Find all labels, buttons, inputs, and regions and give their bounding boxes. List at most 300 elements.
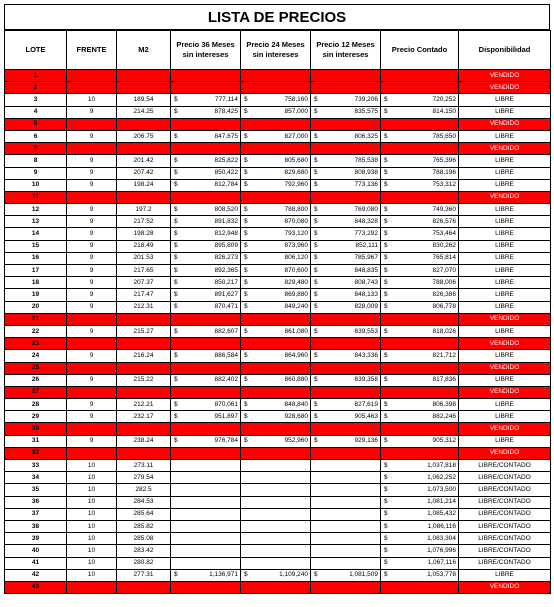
cell-precio-36 <box>171 399 241 411</box>
cell-disponibilidad: LIBRE/CONTADO <box>459 472 551 484</box>
cell-precio-24 <box>241 508 311 520</box>
table-row <box>5 460 551 472</box>
col-header-frente: FRENTE <box>67 31 117 70</box>
cell-precio-36-value: 850,217 <box>214 278 238 286</box>
cell-disponibilidad: LIBRE <box>459 569 551 581</box>
cell-precio-36-value: 777,114 <box>214 95 238 103</box>
table-row <box>5 472 551 484</box>
currency-symbol: $ <box>244 351 248 359</box>
cell-precio-contado <box>381 179 459 191</box>
cell-precio-24 <box>241 460 311 472</box>
cell-precio-36-value: 1,136,971 <box>209 571 238 579</box>
currency-symbol: $ <box>384 473 388 481</box>
cell-precio-12 <box>311 423 381 435</box>
cell-m2: 215.27 <box>117 325 171 337</box>
cell-precio-36-value: 812,948 <box>214 230 238 238</box>
currency-symbol: $ <box>314 351 318 359</box>
status-badge-vendido: VENDIDO <box>459 118 551 130</box>
cell-precio-contado <box>381 472 459 484</box>
cell-precio-24 <box>241 581 311 593</box>
cell-precio-12 <box>311 374 381 386</box>
cell-precio-24-value: 870,080 <box>284 217 308 225</box>
currency-symbol: $ <box>244 400 248 408</box>
cell-lote: 3 <box>5 94 67 106</box>
cell-precio-24 <box>241 533 311 545</box>
cell-m2: 273.11 <box>117 460 171 472</box>
cell-precio-24-value: 861,080 <box>284 327 308 335</box>
cell-precio-36 <box>171 508 241 520</box>
cell-lote: 22 <box>5 325 67 337</box>
currency-symbol: $ <box>314 108 318 116</box>
cell-precio-12 <box>311 581 381 593</box>
cell-precio-contado <box>381 447 459 459</box>
cell-lote: 15 <box>5 240 67 252</box>
currency-symbol: $ <box>384 327 388 335</box>
cell-lote: 6 <box>5 130 67 142</box>
currency-symbol: $ <box>174 254 178 262</box>
cell-precio-36 <box>171 362 241 374</box>
currency-symbol: $ <box>314 156 318 164</box>
cell-precio-36-value: 951,897 <box>214 412 238 420</box>
cell-precio-24-value: 793,120 <box>284 230 308 238</box>
cell-m2 <box>117 143 171 155</box>
currency-symbol: $ <box>384 108 388 116</box>
currency-symbol: $ <box>384 571 388 579</box>
cell-disponibilidad: LIBRE/CONTADO <box>459 508 551 520</box>
cell-disponibilidad: LIBRE <box>459 240 551 252</box>
cell-precio-36 <box>171 325 241 337</box>
currency-symbol: $ <box>244 278 248 286</box>
status-badge-vendido: VENDIDO <box>459 423 551 435</box>
currency-symbol: $ <box>314 278 318 286</box>
cell-precio-24 <box>241 545 311 557</box>
cell-lote: 33 <box>5 460 67 472</box>
cell-precio-36 <box>171 520 241 532</box>
cell-frente: 9 <box>67 204 117 216</box>
cell-precio-12-value: 848,133 <box>354 290 378 298</box>
currency-symbol: $ <box>174 230 178 238</box>
cell-frente: 9 <box>67 301 117 313</box>
cell-precio-12-value: 785,538 <box>354 156 378 164</box>
cell-frente: 9 <box>67 411 117 423</box>
cell-precio-12-value: 739,206 <box>354 95 378 103</box>
cell-precio-contado <box>381 277 459 289</box>
cell-lote: 34 <box>5 472 67 484</box>
cell-frente <box>67 82 117 94</box>
table-row <box>5 447 551 459</box>
cell-lote: 24 <box>5 350 67 362</box>
cell-lote: 38 <box>5 520 67 532</box>
cell-lote: 43 <box>5 581 67 593</box>
cell-precio-36-value: 870,061 <box>214 400 238 408</box>
cell-precio-36 <box>171 228 241 240</box>
cell-precio-36 <box>171 581 241 593</box>
cell-precio-12 <box>311 520 381 532</box>
cell-precio-36-value: 826,273 <box>214 254 238 262</box>
table-row <box>5 411 551 423</box>
cell-frente: 9 <box>67 325 117 337</box>
cell-precio-12 <box>311 228 381 240</box>
cell-precio-contado <box>381 362 459 374</box>
cell-disponibilidad: LIBRE/CONTADO <box>459 533 551 545</box>
cell-m2 <box>117 338 171 350</box>
cell-frente: 10 <box>67 94 117 106</box>
cell-precio-12 <box>311 289 381 301</box>
table-row <box>5 423 551 435</box>
price-list-sheet <box>4 4 550 594</box>
table-row <box>5 167 551 179</box>
cell-frente <box>67 581 117 593</box>
col-header-precio-contado: Precio Contado <box>381 31 459 70</box>
currency-symbol: $ <box>384 95 388 103</box>
cell-m2: 285.64 <box>117 508 171 520</box>
cell-precio-36 <box>171 545 241 557</box>
cell-m2: 212.21 <box>117 399 171 411</box>
cell-m2: 201.42 <box>117 155 171 167</box>
cell-m2: 277.31 <box>117 569 171 581</box>
cell-precio-contado-value: 1,037,818 <box>427 461 456 469</box>
cell-precio-24 <box>241 423 311 435</box>
cell-lote: 5 <box>5 118 67 130</box>
cell-disponibilidad: LIBRE <box>459 374 551 386</box>
status-badge-vendido: VENDIDO <box>459 362 551 374</box>
cell-precio-24 <box>241 362 311 374</box>
table-row <box>5 520 551 532</box>
cell-frente: 9 <box>67 435 117 447</box>
cell-frente <box>67 338 117 350</box>
cell-precio-24-value: 792,960 <box>284 181 308 189</box>
cell-precio-36 <box>171 338 241 350</box>
cell-precio-24 <box>241 374 311 386</box>
cell-precio-12 <box>311 435 381 447</box>
cell-precio-12 <box>311 325 381 337</box>
status-badge-vendido: VENDIDO <box>459 313 551 325</box>
cell-precio-24 <box>241 557 311 569</box>
cell-precio-12 <box>311 508 381 520</box>
cell-precio-12 <box>311 277 381 289</box>
table-row <box>5 386 551 398</box>
cell-precio-contado <box>381 240 459 252</box>
cell-frente: 9 <box>67 167 117 179</box>
cell-precio-36-value: 891,627 <box>214 290 238 298</box>
currency-symbol: $ <box>244 181 248 189</box>
currency-symbol: $ <box>384 290 388 298</box>
cell-m2 <box>117 118 171 130</box>
status-badge-vendido: VENDIDO <box>459 447 551 459</box>
table-row <box>5 545 551 557</box>
currency-symbol: $ <box>314 95 318 103</box>
cell-precio-contado <box>381 325 459 337</box>
currency-symbol: $ <box>384 230 388 238</box>
currency-symbol: $ <box>384 205 388 213</box>
cell-precio-36 <box>171 118 241 130</box>
cell-m2 <box>117 386 171 398</box>
currency-symbol: $ <box>244 327 248 335</box>
cell-precio-24-value: 870,600 <box>284 266 308 274</box>
cell-precio-12 <box>311 411 381 423</box>
cell-frente: 9 <box>67 277 117 289</box>
cell-precio-36-value: 891,832 <box>214 217 238 225</box>
cell-lote: 10 <box>5 179 67 191</box>
cell-disponibilidad: LIBRE <box>459 167 551 179</box>
cell-precio-contado-value: 830,262 <box>432 242 456 250</box>
cell-precio-contado-value: 818,026 <box>432 327 456 335</box>
cell-lote: 27 <box>5 386 67 398</box>
cell-frente <box>67 386 117 398</box>
currency-symbol: $ <box>244 303 248 311</box>
status-badge-vendido: VENDIDO <box>459 581 551 593</box>
cell-precio-36-value: 886,584 <box>214 351 238 359</box>
cell-m2 <box>117 581 171 593</box>
cell-disponibilidad: LIBRE/CONTADO <box>459 545 551 557</box>
cell-m2 <box>117 82 171 94</box>
cell-precio-36 <box>171 94 241 106</box>
cell-precio-12 <box>311 496 381 508</box>
cell-m2: 217.65 <box>117 265 171 277</box>
cell-precio-contado-value: 749,360 <box>432 205 456 213</box>
cell-precio-36-value: 870,471 <box>214 303 238 311</box>
currency-symbol: $ <box>314 242 318 250</box>
cell-m2: 279.54 <box>117 472 171 484</box>
cell-precio-24 <box>241 386 311 398</box>
cell-precio-contado-value: 1,076,996 <box>427 546 456 554</box>
cell-precio-contado-value: 753,312 <box>432 181 456 189</box>
currency-symbol: $ <box>174 156 178 164</box>
cell-precio-36 <box>171 130 241 142</box>
cell-precio-36 <box>171 179 241 191</box>
cell-precio-12 <box>311 350 381 362</box>
currency-symbol: $ <box>384 534 388 542</box>
table-row <box>5 399 551 411</box>
cell-lote: 23 <box>5 338 67 350</box>
cell-m2: 198.28 <box>117 228 171 240</box>
currency-symbol: $ <box>244 290 248 298</box>
currency-symbol: $ <box>174 217 178 225</box>
cell-precio-contado-value: 814,150 <box>432 108 456 116</box>
cell-m2: 282.5 <box>117 484 171 496</box>
table-row <box>5 130 551 142</box>
cell-disponibilidad: LIBRE <box>459 130 551 142</box>
cell-lote: 41 <box>5 557 67 569</box>
cell-m2: 217.47 <box>117 289 171 301</box>
cell-frente: 10 <box>67 508 117 520</box>
currency-symbol: $ <box>384 181 388 189</box>
cell-precio-24-value: 829,680 <box>284 169 308 177</box>
cell-frente <box>67 362 117 374</box>
currency-symbol: $ <box>314 181 318 189</box>
table-row <box>5 70 551 82</box>
table-row <box>5 216 551 228</box>
cell-precio-36-value: 850,422 <box>214 169 238 177</box>
cell-disponibilidad: LIBRE <box>459 399 551 411</box>
cell-frente: 9 <box>67 252 117 264</box>
cell-precio-12 <box>311 265 381 277</box>
cell-precio-12 <box>311 143 381 155</box>
table-row <box>5 82 551 94</box>
cell-precio-12-value: 929,136 <box>354 437 378 445</box>
cell-precio-36 <box>171 496 241 508</box>
table-row <box>5 350 551 362</box>
cell-precio-36 <box>171 386 241 398</box>
table-row <box>5 118 551 130</box>
cell-disponibilidad: LIBRE <box>459 204 551 216</box>
cell-lote: 12 <box>5 204 67 216</box>
status-badge-vendido: VENDIDO <box>459 386 551 398</box>
table-row <box>5 289 551 301</box>
cell-precio-36 <box>171 472 241 484</box>
cell-disponibilidad: LIBRE <box>459 435 551 447</box>
currency-symbol: $ <box>314 230 318 238</box>
cell-lote: 25 <box>5 362 67 374</box>
cell-precio-contado-value: 882,246 <box>432 412 456 420</box>
cell-frente: 10 <box>67 472 117 484</box>
currency-symbol: $ <box>244 217 248 225</box>
cell-precio-36 <box>171 350 241 362</box>
cell-m2: 214.25 <box>117 106 171 118</box>
cell-precio-contado-value: 1,085,432 <box>427 510 456 518</box>
table-row <box>5 533 551 545</box>
cell-frente: 9 <box>67 374 117 386</box>
cell-lote: 39 <box>5 533 67 545</box>
cell-precio-36 <box>171 252 241 264</box>
currency-symbol: $ <box>384 351 388 359</box>
cell-m2: 207.37 <box>117 277 171 289</box>
currency-symbol: $ <box>174 412 178 420</box>
cell-precio-24 <box>241 325 311 337</box>
cell-frente: 10 <box>67 496 117 508</box>
cell-precio-contado <box>381 94 459 106</box>
cell-m2: 284.53 <box>117 496 171 508</box>
table-body <box>5 70 551 594</box>
cell-precio-contado-value: 821,712 <box>432 351 456 359</box>
cell-m2: 232.17 <box>117 411 171 423</box>
cell-frente: 9 <box>67 179 117 191</box>
cell-precio-12-value: 808,938 <box>354 169 378 177</box>
cell-disponibilidad: LIBRE <box>459 277 551 289</box>
cell-precio-36 <box>171 301 241 313</box>
currency-symbol: $ <box>174 351 178 359</box>
cell-precio-24-value: 849,240 <box>284 303 308 311</box>
cell-precio-12-value: 827,619 <box>354 400 378 408</box>
cell-lote: 4 <box>5 106 67 118</box>
cell-disponibilidad: LIBRE <box>459 228 551 240</box>
cell-precio-36 <box>171 265 241 277</box>
currency-symbol: $ <box>384 242 388 250</box>
cell-precio-12 <box>311 533 381 545</box>
cell-precio-contado <box>381 484 459 496</box>
cell-precio-24-value: 1,109,240 <box>279 571 308 579</box>
currency-symbol: $ <box>314 266 318 274</box>
cell-precio-contado <box>381 167 459 179</box>
cell-frente: 9 <box>67 130 117 142</box>
cell-m2: 285.82 <box>117 520 171 532</box>
cell-precio-contado-value: 1,073,500 <box>427 485 456 493</box>
cell-m2 <box>117 70 171 82</box>
cell-precio-contado <box>381 82 459 94</box>
cell-frente: 10 <box>67 557 117 569</box>
cell-precio-36 <box>171 423 241 435</box>
table-row <box>5 313 551 325</box>
cell-m2: 215.22 <box>117 374 171 386</box>
status-badge-vendido: VENDIDO <box>459 82 551 94</box>
cell-precio-12-value: 835,575 <box>354 108 378 116</box>
cell-precio-contado <box>381 204 459 216</box>
cell-precio-12 <box>311 240 381 252</box>
cell-disponibilidad: LIBRE/CONTADO <box>459 520 551 532</box>
currency-symbol: $ <box>174 278 178 286</box>
cell-precio-contado-value: 765,396 <box>432 156 456 164</box>
currency-symbol: $ <box>314 254 318 262</box>
cell-precio-contado <box>381 496 459 508</box>
cell-precio-12 <box>311 557 381 569</box>
cell-frente: 9 <box>67 155 117 167</box>
cell-precio-contado <box>381 301 459 313</box>
table-row <box>5 252 551 264</box>
price-table <box>4 30 551 594</box>
currency-symbol: $ <box>384 303 388 311</box>
cell-precio-contado <box>381 313 459 325</box>
currency-symbol: $ <box>174 437 178 445</box>
cell-precio-contado <box>381 520 459 532</box>
cell-precio-36 <box>171 289 241 301</box>
cell-precio-contado-value: 827,070 <box>432 266 456 274</box>
cell-lote: 20 <box>5 301 67 313</box>
col-header-precio-12: Precio 12 Meses sin intereses <box>311 31 381 70</box>
cell-disponibilidad: LIBRE <box>459 216 551 228</box>
currency-symbol: $ <box>314 217 318 225</box>
cell-precio-24 <box>241 204 311 216</box>
header-row <box>5 31 551 70</box>
cell-precio-12-value: 848,835 <box>354 266 378 274</box>
cell-precio-12 <box>311 70 381 82</box>
table-row <box>5 496 551 508</box>
cell-precio-12-value: 808,743 <box>354 278 378 286</box>
cell-precio-36-value: 847,675 <box>214 132 238 140</box>
cell-frente: 10 <box>67 460 117 472</box>
table-row <box>5 191 551 203</box>
cell-precio-contado <box>381 191 459 203</box>
cell-precio-24 <box>241 496 311 508</box>
cell-precio-24 <box>241 338 311 350</box>
cell-precio-24 <box>241 94 311 106</box>
cell-lote: 2 <box>5 82 67 94</box>
currency-symbol: $ <box>384 254 388 262</box>
cell-frente <box>67 423 117 435</box>
cell-precio-36 <box>171 191 241 203</box>
cell-precio-36-value: 882,402 <box>214 376 238 384</box>
currency-symbol: $ <box>244 230 248 238</box>
cell-precio-12 <box>311 472 381 484</box>
cell-precio-24-value: 829,480 <box>284 278 308 286</box>
cell-m2 <box>117 191 171 203</box>
cell-disponibilidad: LIBRE/CONTADO <box>459 557 551 569</box>
cell-m2: 198.24 <box>117 179 171 191</box>
cell-precio-24-value: 860,880 <box>284 376 308 384</box>
col-header-disponibilidad: Disponibilidad <box>459 31 551 70</box>
currency-symbol: $ <box>244 108 248 116</box>
cell-precio-24-value: 806,120 <box>284 254 308 262</box>
cell-frente: 10 <box>67 545 117 557</box>
cell-precio-24 <box>241 167 311 179</box>
currency-symbol: $ <box>244 205 248 213</box>
cell-precio-36 <box>171 374 241 386</box>
currency-symbol: $ <box>384 217 388 225</box>
cell-precio-12 <box>311 252 381 264</box>
cell-precio-36 <box>171 533 241 545</box>
cell-precio-12-value: 852,111 <box>355 242 378 250</box>
cell-lote: 13 <box>5 216 67 228</box>
cell-lote: 16 <box>5 252 67 264</box>
